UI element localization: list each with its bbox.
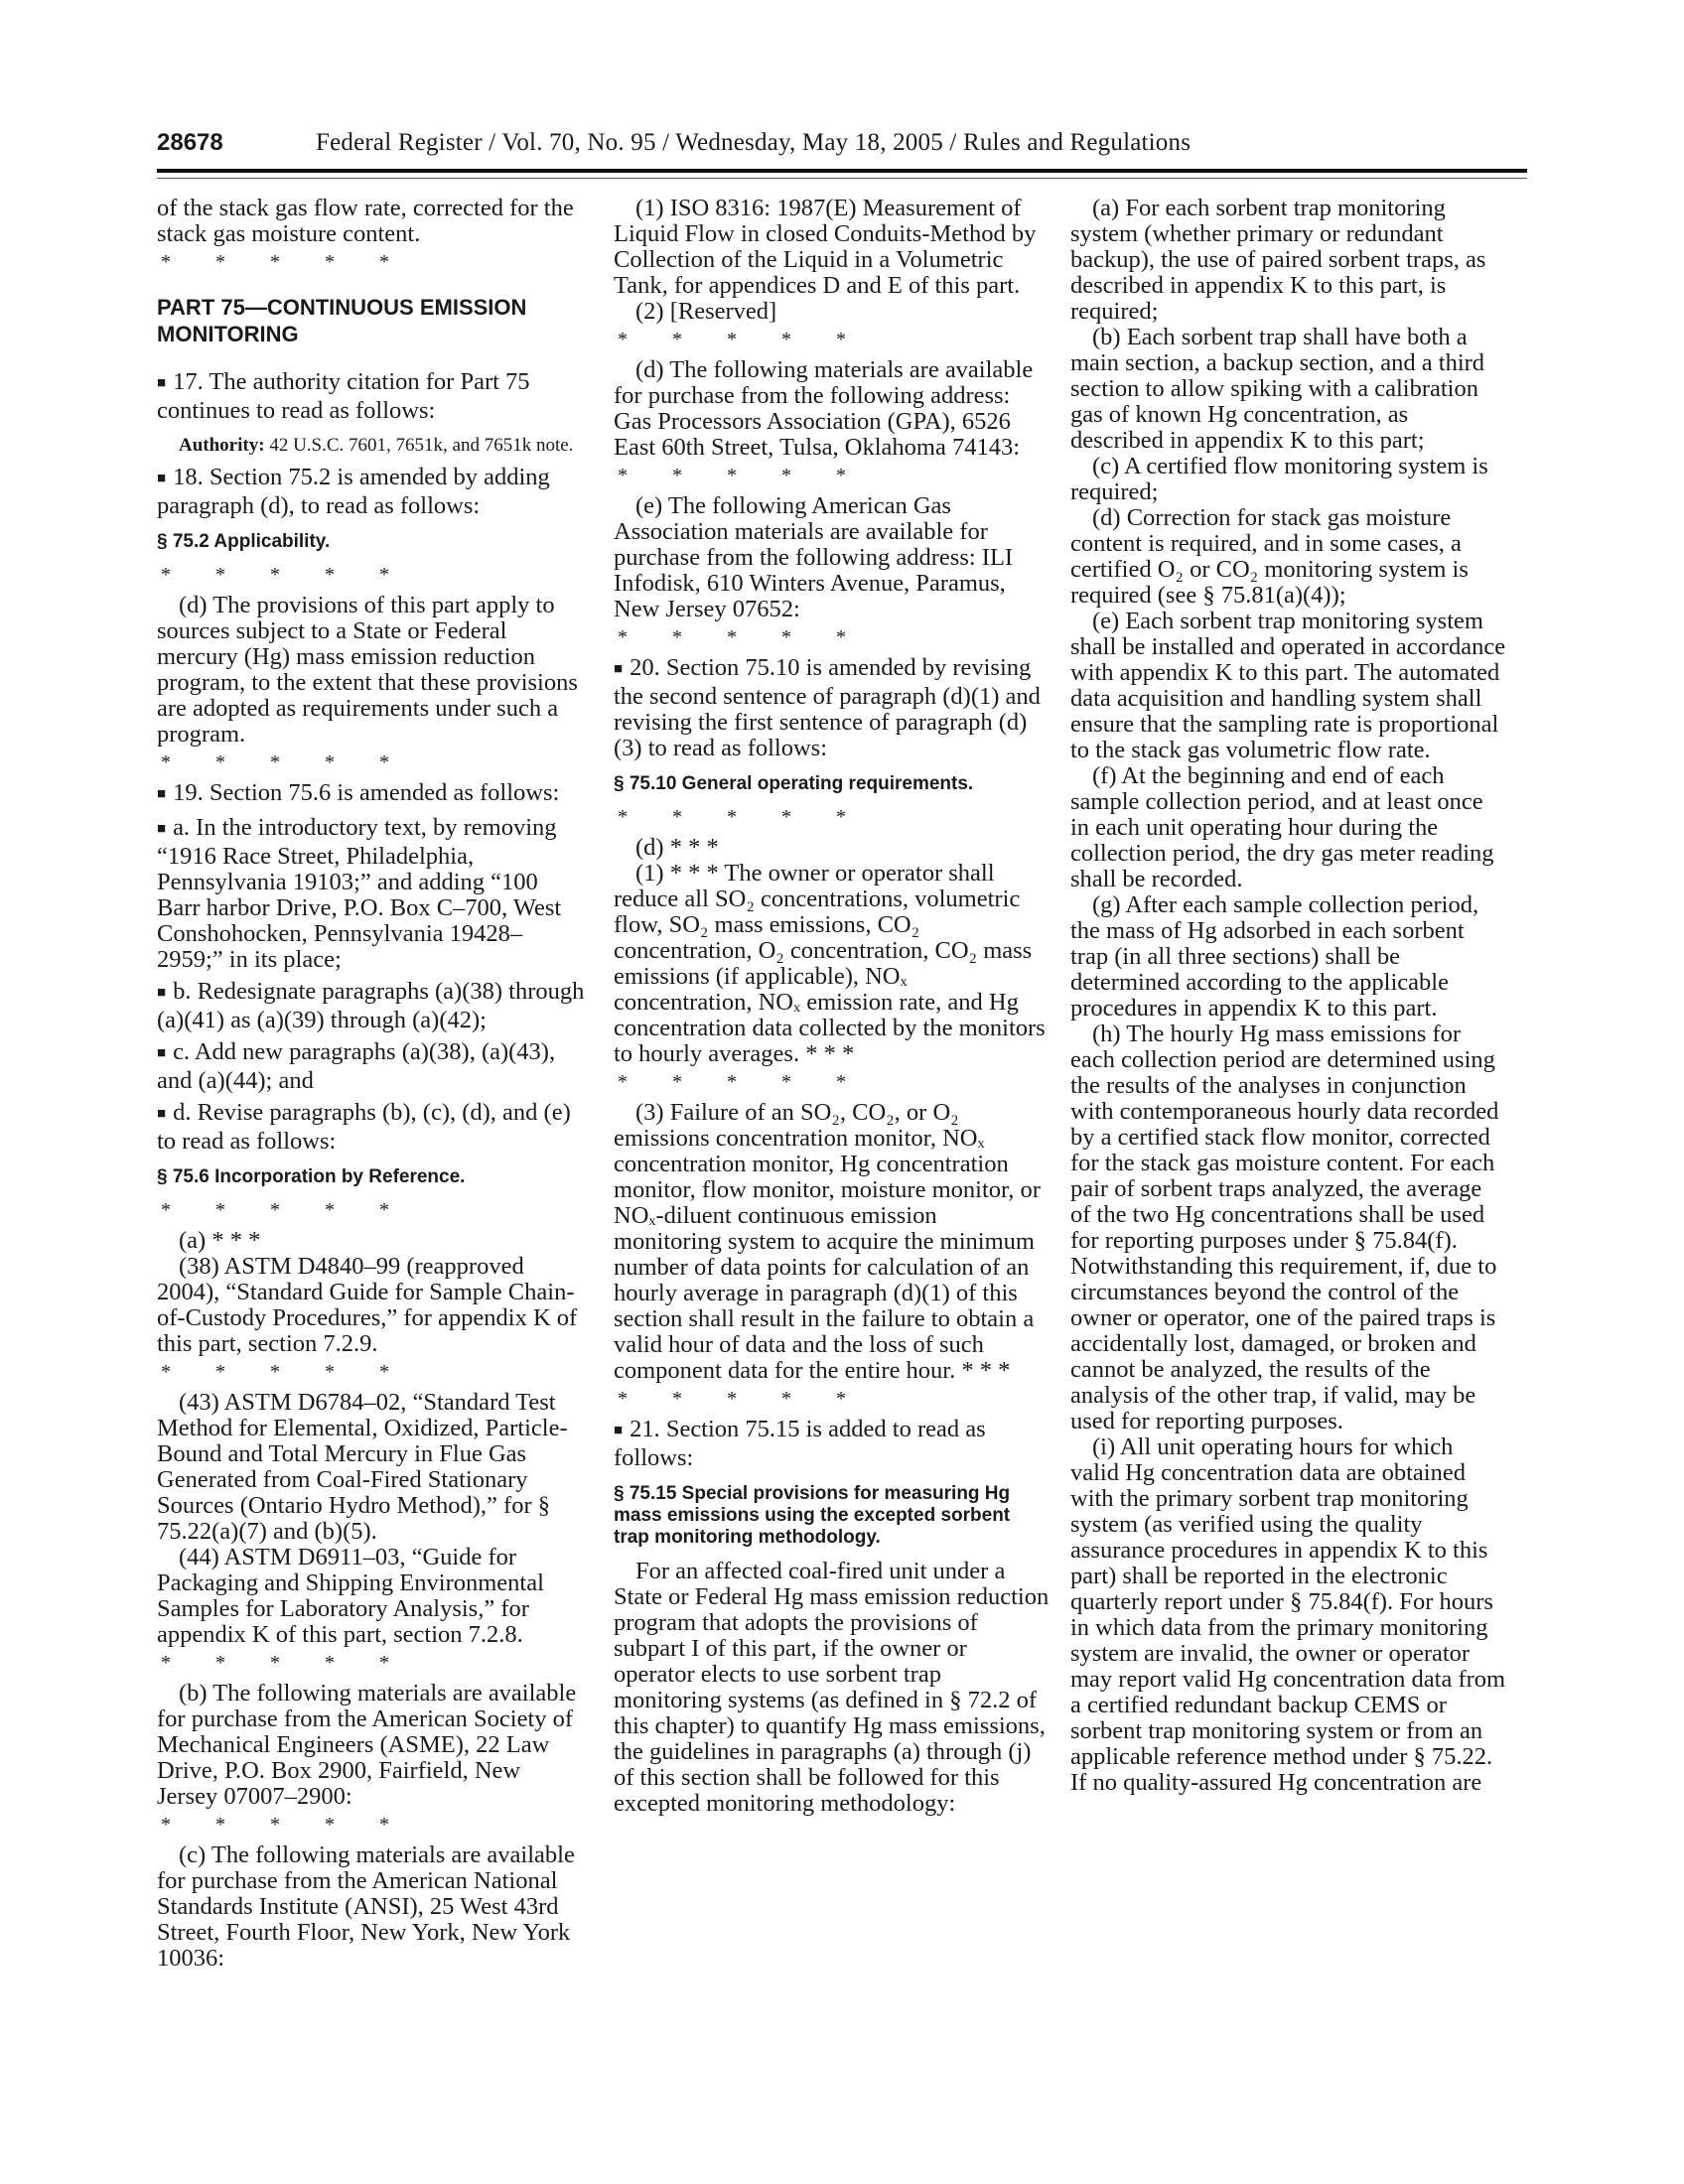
paragraph: For an affected coal-fired unit under a State or Federal Hg mass emission reduction program that adopts the provisions of subpart I of this part, if the owner or operator elects to use sorbent trap monitoring systems (as defined in § 72.2 of this chapter) to quantify Hg mass emissions, the guidelines in paragraphs (a) through (j) of this section shall be followed for this excepted monitoring methodology:: [614, 1558, 1050, 1817]
section-break-stars: * * * * *: [618, 1388, 846, 1410]
paragraph: (3) Failure of an SO₂, CO₂, or O₂ emissions concentration monitor, NOₓ concentration monitor, Hg concentration monitor, flow monitor, moisture monitor, or NOₓ-diluent continuous emission monitoring system to acquire the minimum number of data points for calculation of an hourly average in paragraph (d)(1) of this section shall result in the failure to obtain a valid hour of data and the loss of such component data for the entire hour. * * *: [614, 1099, 1041, 1384]
section-break-stars: * * * * *: [618, 1071, 846, 1093]
section-break-stars: * * * * *: [161, 1199, 389, 1221]
paragraph: (h) The hourly Hg mass emissions for each collection period are determined using the results of the analyses in conjunction with contemporaneous hourly data recorded by a certified stack flow monitor, corrected for the stack gas moisture content. For each pair of sorbent traps analyzed, the average of the two Hg concentrations shall be used for reporting purposes under § 75.84(f). Notwithstanding this requirement, if, due to circumstances beyond the control of the owner or operator, one of the paired traps is accidentally lost, damaged, or broken and cannot be analyzed, the results of the analysis of the other trap, if valid, may be used for reporting purposes.: [1070, 1021, 1499, 1434]
paragraph: (2) [Reserved]: [635, 298, 777, 325]
running-head: Federal Register / Vol. 70, No. 95 / Wednesday, May 18, 2005 / Rules and Regulations: [316, 129, 1192, 156]
paragraph: (i) All unit operating hours for which valid Hg concentration data are obtained with the primary sorbent trap monitoring system (as verified using the quality assurance procedures in appendix K to this part) shall be reported in the electronic quarterly report under § 75.84(f). For hours in which data from the primary monitoring system are invalid, the owner or operator may report valid Hg concentration data from a certified redundant backup CEMS or sorbent trap monitoring system or from an applicable reference method under § 75.22. If no quality-assured Hg concentration are: [1070, 1433, 1506, 1796]
amendatory-instruction: ■ a. In the introductory text, by removing “1916 Race Street, Philadelphia, Pennsylvania 19103;” and adding “100 Barr harbor Drive, P.O. Box C–700, West Conshohocken, Pennsylvania 19428–2959;” in its place;: [157, 815, 586, 973]
paragraph: (g) After each sample collection period, the mass of Hg adsorbed in each sorbent trap (in all three sections) shall be determined according to the applicable procedures in appendix K to this part.: [1070, 891, 1479, 1022]
header-rule-thin: [157, 178, 1527, 179]
paragraph: (1) * * * The owner or operator shall reduce all SO₂ concentrations, volumetric flow, SO₂ mass emissions, CO₂ concentration, O₂ concentration, CO₂ mass emissions (if applicable), NOₓ concentration, NOₓ emission rate, and Hg concentration data collected by the monitors to hourly averages. * * *: [614, 860, 1046, 1067]
section-break-stars: * * * * *: [161, 251, 389, 273]
authority-text: 42 U.S.C. 7601, 7651k, and 7651k note.: [269, 435, 574, 456]
header-rule: [157, 169, 1527, 173]
amendatory-instruction: ■ 20. Section 75.10 is amended by revising the second sentence of paragraph (d)(1) and revising the first sentence of paragraph (d)(3) to read as follows:: [614, 655, 1051, 761]
column-1: [157, 196, 586, 1972]
paragraph: (b) The following materials are available for purchase from the American Society of Mechanical Engineers (ASME), 22 Law Drive, P.O. Box 2900, Fairfield, New Jersey 07007–2900:: [157, 1680, 577, 1810]
paragraph: (e) The following American Gas Association materials are available for purchase from the following address: ILI Infodisk, 610 Winters Avenue, Paramus, New Jersey 07652:: [614, 492, 1014, 622]
section-break-stars: * * * * *: [161, 1652, 389, 1674]
paragraph: (e) Each sorbent trap monitoring system shall be installed and operated in accordance with appendix K to this part. The automated data acquisition and handling system shall ensure that the sampling rate is proportional to the stack gas volumetric flow rate.: [1070, 608, 1506, 763]
paragraph: (f) At the beginning and end of each sample collection period, and at least once in each unit operating hour during the collection period, the dry gas meter reading shall be recorded.: [1070, 762, 1494, 892]
column-2: [614, 196, 1051, 1817]
section-break-stars: * * * * *: [161, 1361, 389, 1383]
amendatory-instruction: ■ 19. Section 75.6 is amended as follows:: [157, 780, 586, 809]
authority-citation: [157, 434, 586, 457]
paragraph: (d) Correction for stack gas moisture content is required, and in some cases, a certified O₂ or CO₂ monitoring system is required (see § 75.81(a)(4));: [1070, 504, 1469, 609]
paragraph: (d) * * *: [635, 834, 719, 861]
paragraph: (1) ISO 8316: 1987(E) Measurement of Liquid Flow in closed Conduits-Method by Collection of the Liquid in a Volumetric Tank, for appendices D and E of this part.: [614, 195, 1037, 299]
section-break-stars: * * * * *: [618, 806, 846, 828]
amendatory-instruction: ■ d. Revise paragraphs (b), (c), (d), and (e) to read as follows:: [157, 1100, 586, 1155]
page-number: 28678: [157, 129, 223, 156]
section-heading: § 75.10 General operating requirements.: [614, 773, 974, 794]
section-break-stars: * * * * *: [161, 564, 389, 586]
paragraph: (a) * * *: [179, 1227, 261, 1254]
paragraph: (d) The following materials are available for purchase from the following address: Gas Processors Association (GPA), 6526 East 60th Street, Tulsa, Oklahoma 74143:: [614, 356, 1034, 461]
part-heading: PART 75—CONTINUOUS EMISSION MONITORING: [157, 295, 527, 346]
amendatory-instruction: ■ c. Add new paragraphs (a)(38), (a)(43), and (a)(44); and: [157, 1039, 586, 1094]
section-break-stars: * * * * *: [618, 329, 846, 350]
paragraph: (a) For each sorbent trap monitoring system (whether primary or redundant backup), the use of paired sorbent traps, as described in appendix K to this part, is required;: [1070, 195, 1486, 325]
section-heading: § 75.2 Applicability.: [157, 531, 331, 552]
page-header: [157, 127, 1527, 167]
section-heading: § 75.6 Incorporation by Reference.: [157, 1166, 466, 1187]
section-heading: § 75.15 Special provisions for measuring Hg mass emissions using the excepted sorbent trap monitoring methodology.: [614, 1483, 1011, 1548]
paragraph: (c) A certified flow monitoring system is required;: [1070, 453, 1488, 505]
section-break-stars: * * * * *: [161, 1814, 389, 1836]
paragraph: of the stack gas flow rate, corrected for the stack gas moisture content.: [157, 195, 574, 247]
paragraph: (44) ASTM D6911–03, “Guide for Packaging and Shipping Environmental Samples for Laboratory Analysis,” for appendix K of this part, section 7.2.8.: [157, 1544, 544, 1648]
section-break-stars: * * * * *: [618, 465, 846, 486]
section-break-stars: * * * * *: [161, 751, 389, 773]
amendatory-instruction: ■ 17. The authority citation for Part 75 continues to read as follows:: [157, 369, 586, 424]
paragraph: (43) ASTM D6784–02, “Standard Test Method for Elemental, Oxidized, Particle-Bound and Total Mercury in Flue Gas Generated from Coal-Fired Stationary Sources (Ontario Hydro Method),” for § 75.22(a)(7) and (b)(5).: [157, 1389, 568, 1545]
section-break-stars: * * * * *: [618, 626, 846, 648]
paragraph: (38) ASTM D4840–99 (reapproved 2004), “Standard Guide for Sample Chain-of-Custody Procedures,” for appendix K of this part, section 7.2.9.: [157, 1253, 578, 1357]
authority-label: Authority:: [179, 435, 265, 456]
column-3: [1070, 196, 1507, 1796]
amendatory-instruction: ■ 18. Section 75.2 is amended by adding paragraph (d), to read as follows:: [157, 465, 586, 519]
paragraph: (d) The provisions of this part apply to sources subject to a State or Federal mercury (Hg) mass emission reduction program, to the extent that these provisions are adopted as requirements under such a program.: [157, 592, 578, 748]
paragraph: (b) Each sorbent trap shall have both a main section, a backup section, and a third section to allow spiking with a calibration gas of known Hg concentration, as described in appendix K to this part;: [1070, 324, 1485, 454]
paragraph: (c) The following materials are available for purchase from the American National Standards Institute (ANSI), 25 West 43rd Street, Fourth Floor, New York, New York 10036:: [157, 1842, 575, 1972]
amendatory-instruction: ■ b. Redesignate paragraphs (a)(38) through (a)(41) as (a)(39) through (a)(42);: [157, 979, 586, 1033]
amendatory-instruction: ■ 21. Section 75.15 is added to read as follows:: [614, 1417, 1051, 1471]
